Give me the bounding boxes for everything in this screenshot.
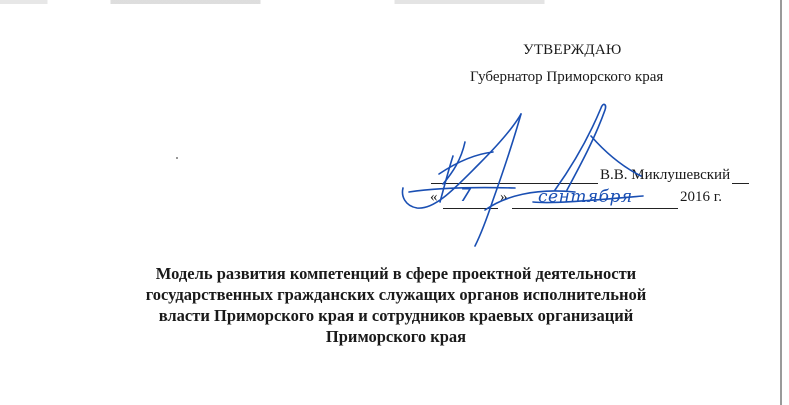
document-title-line: Модель развития компетенций в сфере проектной деятельности [155,264,637,283]
document-title-line: Приморского края [325,327,467,346]
approver-position: Губернатор Приморского края [470,69,664,85]
date-year: 2016 г. [680,189,722,205]
document-title-line: государственных гражданских служащих органов исполнительной [145,285,647,304]
approval-heading: УТВЕРЖДАЮ [523,42,622,58]
date-quote-open: « [430,189,438,205]
signer-name: В.В. Миклушевский [600,167,731,183]
document-title [96,263,696,347]
handwritten-signature [395,92,675,252]
date-month: сентября [538,187,633,207]
document-title-line: власти Приморского края и сотрудников краевых организаций [158,306,634,325]
date-quote-close: » [500,189,508,205]
date-day: 7 [460,185,472,206]
